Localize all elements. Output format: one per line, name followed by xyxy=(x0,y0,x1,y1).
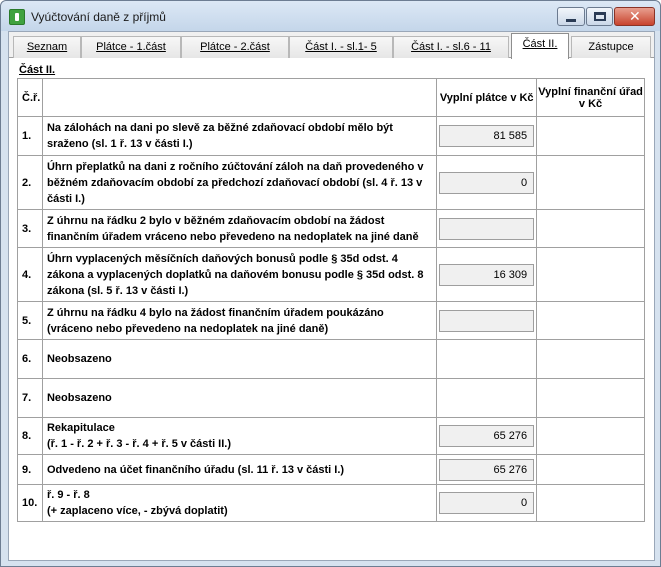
close-button[interactable] xyxy=(614,7,655,26)
minimize-button[interactable] xyxy=(557,7,585,26)
header-row-number: Č.ř. xyxy=(18,79,43,117)
maximize-icon xyxy=(594,12,606,21)
client-area xyxy=(8,31,655,561)
payer-value-field[interactable]: 16 309 xyxy=(439,264,534,286)
table-header xyxy=(18,79,645,117)
maximize-button[interactable] xyxy=(586,7,613,26)
table-row xyxy=(18,379,645,418)
tab-zastupce[interactable] xyxy=(571,36,651,58)
office-cell xyxy=(537,156,645,210)
payer-cell xyxy=(437,340,537,379)
table-row xyxy=(18,210,645,248)
table-row xyxy=(18,248,645,302)
row-description: Úhrn přeplatků na dani z ročního zúčtování záloh na daň provedeného v běžném zdaňovacím období za předchozí zdaňovací období (sl. 4 ř. 13 v části I.) xyxy=(42,156,436,210)
header-payer: Vyplní plátce v Kč xyxy=(437,79,537,117)
payer-cell xyxy=(437,117,537,156)
row-description: Odvedeno na účet finančního úřadu (sl. 11 ř. 13 v části I.) xyxy=(42,455,436,485)
payer-cell xyxy=(437,248,537,302)
section-title: Část II. xyxy=(19,64,56,76)
tab-seznam[interactable] xyxy=(13,36,81,58)
payer-value-field[interactable] xyxy=(439,310,534,332)
window-title: Vyúčtování daně z příjmů xyxy=(31,10,166,24)
tab-label: Část I. - sl.1- 5 xyxy=(305,41,377,53)
row-number: 6. xyxy=(18,340,43,379)
office-cell xyxy=(537,455,645,485)
app-icon xyxy=(9,9,25,25)
tab-cast-1-sl1-5[interactable] xyxy=(289,36,393,58)
close-icon: ✕ xyxy=(629,8,641,24)
office-cell xyxy=(537,418,645,455)
row-description: Z úhrnu na řádku 4 bylo na žádost finančním úřadem poukázáno (vráceno nebo převedeno na nedoplatek na jiné daně) xyxy=(42,302,436,340)
row-description: Na zálohách na dani po slevě za běžné zdaňovací období mělo být sraženo (sl. 1 ř. 13 v části I.) xyxy=(42,117,436,156)
payer-value-field[interactable]: 81 585 xyxy=(439,125,534,147)
payer-cell xyxy=(437,302,537,340)
payer-value-field[interactable]: 65 276 xyxy=(439,425,534,447)
part-ii-table xyxy=(17,78,645,522)
table-row xyxy=(18,117,645,156)
row-number: 8. xyxy=(18,418,43,455)
table-row xyxy=(18,418,645,455)
payer-value-field[interactable] xyxy=(439,218,534,240)
tab-platce-1[interactable] xyxy=(81,36,181,58)
table-row xyxy=(18,455,645,485)
row-number: 4. xyxy=(18,248,43,302)
row-description: Z úhrnu na řádku 2 bylo v běžném zdaňovacím období na žádost finančním úřadem vráceno nebo převedeno na nedoplatek na jiné daně xyxy=(42,210,436,248)
tab-label: Plátce - 2.část xyxy=(200,41,270,53)
office-cell xyxy=(537,485,645,522)
row-description: ř. 9 - ř. 8 (+ zaplaceno více, - zbývá doplatit) xyxy=(42,485,436,522)
title-bar[interactable] xyxy=(1,1,660,31)
payer-cell xyxy=(437,210,537,248)
tab-platce-2[interactable] xyxy=(181,36,289,58)
row-number: 7. xyxy=(18,379,43,418)
tab-label: Zástupce xyxy=(588,41,634,53)
row-description: Úhrn vyplacených měsíčních daňových bonusů podle § 35d odst. 4 zákona a vyplacených doplatků na daňovém bonusu podle § 35d odst. 8 zákona (sl. 5 ř. 13 v části I.) xyxy=(42,248,436,302)
payer-cell xyxy=(437,418,537,455)
row-number: 3. xyxy=(18,210,43,248)
tab-cast-2[interactable] xyxy=(511,33,569,59)
office-cell xyxy=(537,340,645,379)
payer-cell xyxy=(437,379,537,418)
row-number: 10. xyxy=(18,485,43,522)
payer-cell xyxy=(437,455,537,485)
payer-value-field[interactable]: 0 xyxy=(439,492,534,514)
tab-cast-1-sl6-11[interactable] xyxy=(393,36,509,58)
header-description xyxy=(42,79,436,117)
office-cell xyxy=(537,117,645,156)
minimize-icon xyxy=(566,19,576,22)
payer-cell xyxy=(437,485,537,522)
tab-bar xyxy=(9,32,654,58)
row-number: 5. xyxy=(18,302,43,340)
payer-cell xyxy=(437,156,537,210)
row-number: 1. xyxy=(18,117,43,156)
header-office: Vyplní finanční úřad v Kč xyxy=(537,79,645,117)
payer-value-field[interactable]: 0 xyxy=(439,172,534,194)
office-cell xyxy=(537,302,645,340)
table-row xyxy=(18,302,645,340)
row-description: Rekapitulace (ř. 1 - ř. 2 + ř. 3 - ř. 4 + ř. 5 v části II.) xyxy=(42,418,436,455)
table-row xyxy=(18,156,645,210)
tab-label: Plátce - 1.část xyxy=(96,41,166,53)
office-cell xyxy=(537,379,645,418)
row-description: Neobsazeno xyxy=(42,379,436,418)
row-description: Neobsazeno xyxy=(42,340,436,379)
tab-label: Část I. - sl.6 - 11 xyxy=(411,41,491,53)
office-cell xyxy=(537,210,645,248)
office-cell xyxy=(537,248,645,302)
tab-label: Část II. xyxy=(522,38,558,50)
tab-label: Seznam xyxy=(26,41,68,53)
table-row xyxy=(18,485,645,522)
row-number: 9. xyxy=(18,455,43,485)
payer-value-field[interactable]: 65 276 xyxy=(439,459,534,481)
row-number: 2. xyxy=(18,156,43,210)
table-row xyxy=(18,340,645,379)
